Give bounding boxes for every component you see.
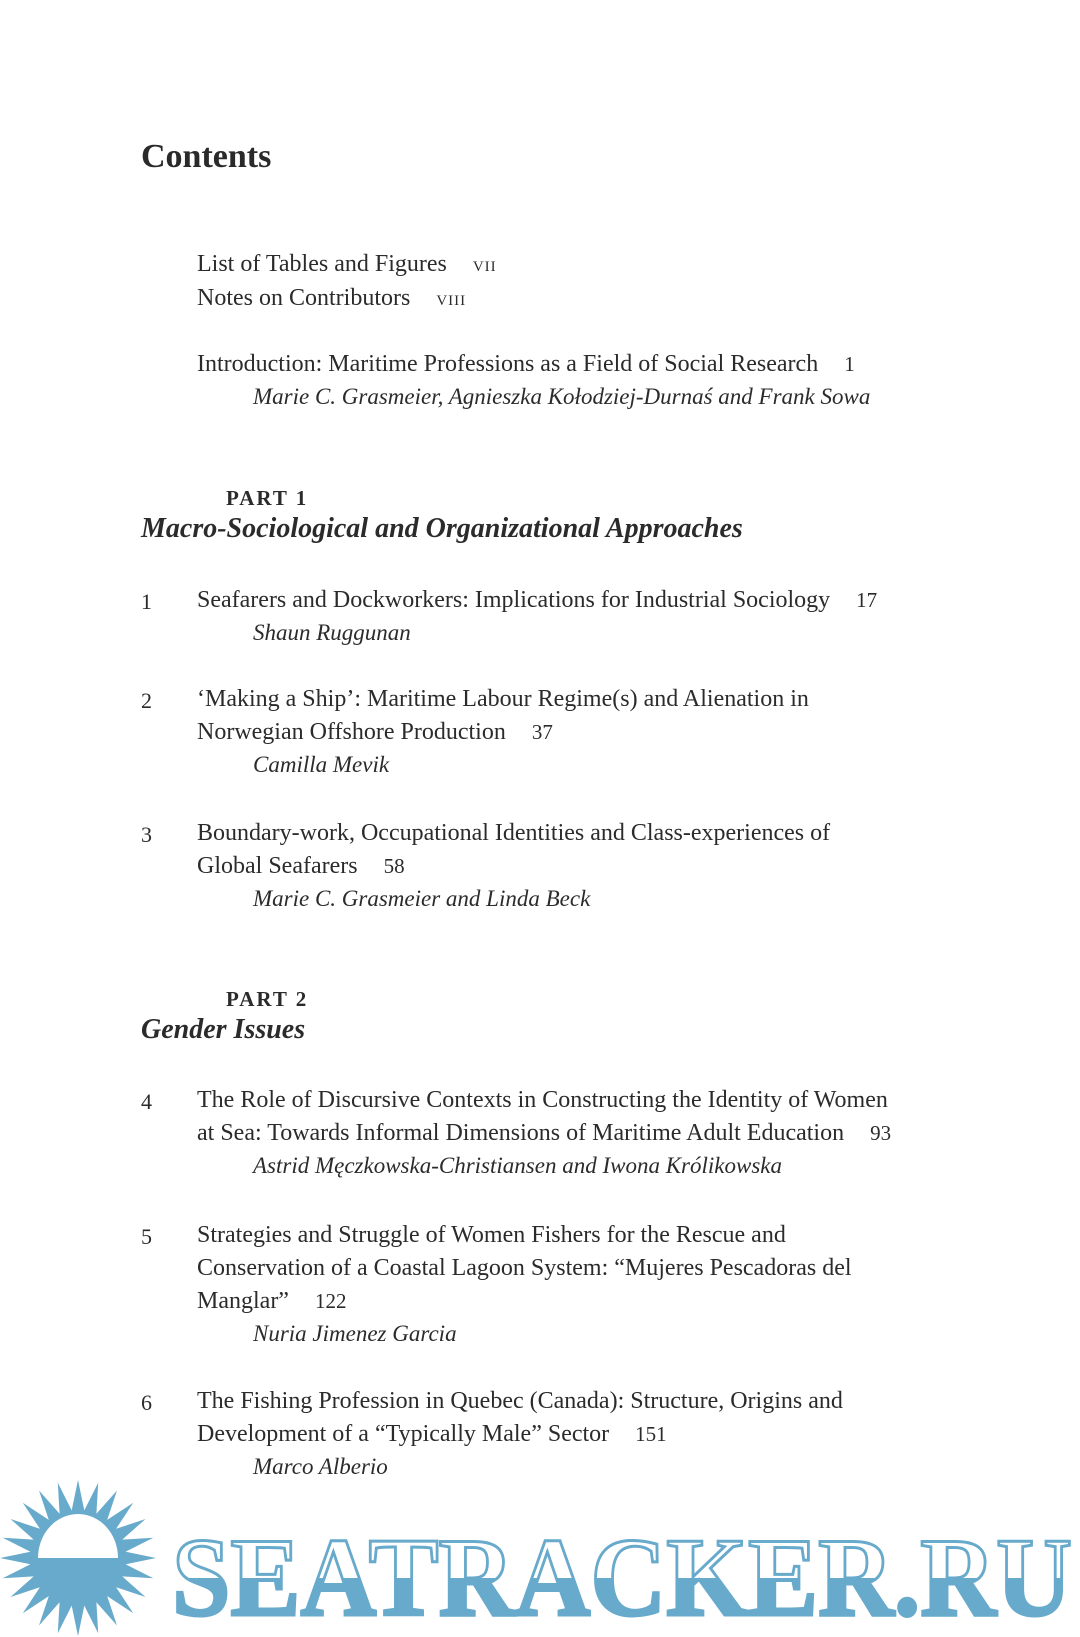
entry-title: Conservation of a Coastal Lagoon System: “Mujeres Pescadoras del: [197, 1255, 852, 1281]
chapter-title-line[interactable]: [197, 1083, 888, 1117]
chapter-number: 4: [141, 1089, 152, 1114]
chapter-title-line[interactable]: [197, 1384, 843, 1418]
entry-authors: Marie C. Grasmeier, Agnieszka Kołodziej-Durnaś and Frank Sowa: [253, 384, 871, 409]
sun-icon: [0, 1480, 156, 1636]
entry-title: Boundary-work, Occupational Identities and Class-experiences of: [197, 820, 831, 846]
part-label: PART 2: [226, 987, 309, 1011]
part-title: Gender Issues: [141, 1014, 306, 1045]
entry-authors: Marco Alberio: [253, 1454, 388, 1479]
page-number: 17: [856, 588, 878, 612]
chapter-title-line[interactable]: [197, 1218, 786, 1252]
chapter-title-line[interactable]: [197, 583, 877, 617]
toc-entry-intro[interactable]: [197, 347, 855, 381]
chapter-title-line[interactable]: [197, 849, 405, 883]
page-number: 93: [870, 1121, 892, 1145]
toc-entry-front[interactable]: [197, 281, 466, 315]
entry-title: Notes on Contributors: [197, 285, 411, 311]
part-title: Macro-Sociological and Organizational Approaches: [141, 513, 743, 544]
page-number: 151: [635, 1422, 667, 1446]
chapter-title-line[interactable]: [197, 715, 553, 749]
chapter-number: 1: [141, 589, 152, 614]
entry-title: Global Seafarers: [197, 853, 358, 879]
part-label: PART 1: [226, 486, 309, 510]
entry-authors: Shaun Ruggunan: [253, 620, 411, 645]
entry-title: The Role of Discursive Contexts in Constructing the Identity of Women: [197, 1087, 888, 1113]
entry-title: ‘Making a Ship’: Maritime Labour Regime(s) and Alienation in: [197, 686, 809, 712]
watermark-text: SEATRACKER.RU: [172, 1516, 1072, 1637]
entry-title: Strategies and Struggle of Women Fishers for the Rescue and: [197, 1222, 786, 1248]
entry-title: at Sea: Towards Informal Dimensions of Maritime Adult Education: [197, 1120, 845, 1146]
entry-title: Seafarers and Dockworkers: Implications for Industrial Sociology: [197, 587, 831, 613]
entry-authors: Astrid Męczkowska-Christiansen and Iwona Królikowska: [253, 1153, 782, 1178]
entry-title: Introduction: Maritime Professions as a Field of Social Research: [197, 351, 819, 377]
entry-authors: Camilla Mevik: [253, 752, 390, 777]
page-title: Contents: [141, 138, 272, 175]
entry-authors: Marie C. Grasmeier and Linda Beck: [253, 886, 591, 911]
page-number: 122: [314, 1289, 347, 1313]
entry-title: Development of a “Typically Male” Sector: [197, 1421, 610, 1447]
chapter-number: 2: [141, 688, 152, 713]
chapter-title-line[interactable]: [197, 682, 809, 716]
page-number: 58: [383, 854, 405, 878]
entry-title: Manglar”: [197, 1288, 289, 1314]
chapter-title-line[interactable]: [197, 1284, 346, 1318]
watermark-logo: [0, 1480, 1080, 1637]
chapter-number: 5: [141, 1224, 152, 1249]
chapter-number: 6: [141, 1390, 152, 1415]
chapter-title-line[interactable]: [197, 1417, 667, 1451]
page-number: 37: [531, 720, 553, 744]
chapter-number: 3: [141, 822, 152, 847]
entry-title: Norwegian Offshore Production: [197, 719, 506, 745]
entry-authors: Nuria Jimenez Garcia: [253, 1321, 457, 1346]
entry-title: The Fishing Profession in Quebec (Canada): Structure, Origins and: [197, 1388, 843, 1414]
page-number: 1: [844, 352, 855, 376]
toc-entry-front[interactable]: [197, 247, 497, 281]
page-number: viii: [436, 285, 467, 310]
chapter-title-line[interactable]: [197, 1116, 891, 1150]
entry-title: List of Tables and Figures: [197, 251, 447, 277]
chapter-title-line[interactable]: [197, 816, 830, 850]
page-number: vii: [472, 251, 497, 276]
chapter-title-line[interactable]: [197, 1251, 852, 1285]
